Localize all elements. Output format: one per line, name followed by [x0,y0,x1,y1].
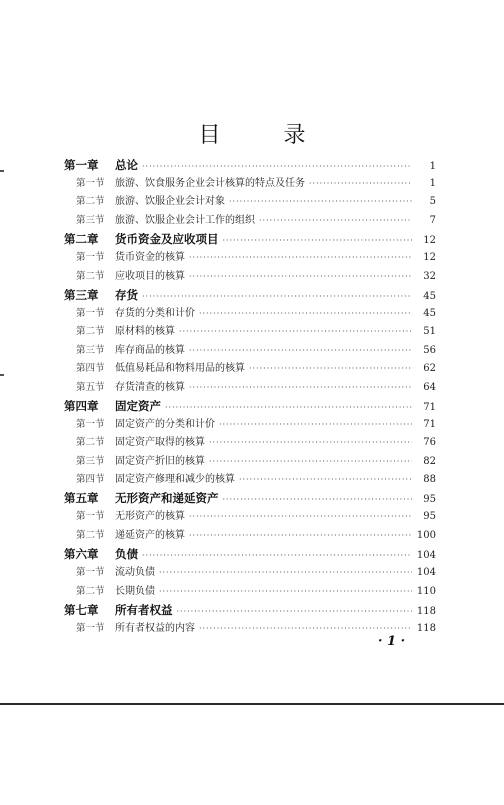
toc-entry-title: 原材料的核算 [115,326,175,338]
toc-entry-page: 56 [423,344,436,356]
scan-mark [0,374,4,376]
leader-dots [239,471,412,489]
toc-entry-title: 固定资产 [115,398,161,413]
toc-section-row [64,434,436,452]
toc-entry-number: 第六章 [64,547,99,562]
leader-dots [189,527,412,545]
toc-entry-number: 第三节 [76,455,105,467]
toc-chapter-row [64,156,436,175]
toc-entry-number: 第一节 [76,252,105,264]
page-number: · 1 · [378,634,406,649]
toc-entry-page: 51 [423,326,436,338]
toc-entry-title: 库存商品的核算 [115,344,185,356]
toc-entry-number: 第一节 [76,511,105,523]
toc-entry-page: 118 [416,623,436,635]
toc-entry-number: 第二节 [76,529,105,541]
leader-dots [229,193,412,211]
toc-entry-title: 总论 [115,158,138,172]
toc-section-row [64,360,436,378]
toc-entry-number: 第二节 [76,326,105,338]
toc-entry-title: 所有者权益的内容 [115,623,195,635]
toc-entry-number: 第二节 [76,270,105,282]
toc-entry-title: 固定资产的分类和计价 [115,418,215,430]
leader-dots [189,379,412,397]
toc-entry-title: 旅游、饮服企业会计对象 [115,196,225,208]
leader-dots [179,323,412,341]
toc-section-row [64,342,436,360]
toc-chapter-row [64,601,436,620]
toc-section-row [64,249,436,267]
leader-dots [189,268,412,286]
leader-dots [249,360,412,378]
leader-dots [189,249,412,267]
toc-entry-page: 104 [416,550,436,562]
leader-dots [159,564,412,582]
toc-entry-page: 100 [416,529,436,541]
toc-entry-number: 第三章 [64,287,99,302]
toc-entry-title: 旅游、饮食服务企业会计核算的特点及任务 [115,178,305,189]
toc-entry-number: 第二节 [76,196,105,208]
leader-dots [209,453,412,471]
toc-entry-page: 7 [429,214,436,226]
toc-entry-number: 第一节 [76,307,105,319]
bottom-rule [0,703,504,705]
toc-entry-number: 第三节 [76,214,105,226]
leader-dots [159,583,412,601]
toc-entry-title: 无形资产和递延资产 [115,491,219,506]
toc-entry-title: 长期负债 [115,585,155,597]
toc-chapter-row [64,397,436,416]
toc-entry-page: 12 [423,252,436,264]
toc-entry-title: 无形资产的核算 [115,511,185,523]
toc-entry-number: 第三节 [76,344,105,356]
toc-entry-title: 递延资产的核算 [115,529,185,541]
toc-section-row [64,416,436,434]
toc-entry-page: 110 [416,585,436,597]
toc-entry-number: 第一章 [64,158,99,172]
leader-dots [309,175,412,193]
toc-section-row [64,508,436,526]
toc-entry-number: 第一节 [76,418,105,430]
toc-entry-title: 负债 [115,547,138,562]
toc-entry-page: 76 [423,437,436,449]
toc-entry-title: 存货 [115,287,138,302]
toc-entry-number: 第一节 [76,623,105,635]
toc-entry-page: 71 [423,418,436,430]
toc-entry-page: 1 [429,178,436,189]
toc-section-row [64,379,436,397]
toc-chapter-row [64,230,436,249]
toc-entry-title: 存货清查的核算 [115,381,185,393]
toc-entry-page: 12 [423,235,436,247]
table-of-contents [64,156,436,638]
toc-entry-page: 118 [416,606,436,618]
scan-mark [0,170,4,172]
leader-dots [199,305,412,323]
toc-entry-number: 第二节 [76,437,105,449]
toc-entry-number: 第四章 [64,398,99,413]
toc-entry-title: 流动负债 [115,567,155,579]
leader-dots [259,212,412,230]
toc-entry-page: 82 [423,455,436,467]
leader-dots [142,157,412,176]
toc-entry-page: 95 [423,511,436,523]
leader-dots [142,287,412,306]
leader-dots [142,546,412,565]
leader-dots [209,434,412,452]
toc-entry-number: 第四节 [76,363,105,375]
toc-section-row [64,323,436,341]
toc-chapter-row [64,286,436,305]
toc-chapter-row [64,489,436,508]
leader-dots [219,416,412,434]
leader-dots [223,231,413,250]
toc-entry-title: 所有者权益 [115,603,173,618]
toc-entry-page: 71 [423,401,436,413]
leader-dots [165,398,412,417]
toc-section-row [64,175,436,193]
toc-section-row [64,212,436,230]
toc-entry-number: 第七章 [64,603,99,618]
toc-entry-title: 货币资金及应收项目 [115,232,219,247]
toc-entry-page: 5 [429,196,436,208]
toc-chapter-row [64,545,436,564]
toc-entry-title: 应收项目的核算 [115,270,185,282]
leader-dots [177,602,413,621]
toc-entry-page: 1 [429,161,436,172]
leader-dots [189,508,412,526]
toc-entry-title: 低值易耗品和物料用品的核算 [115,363,245,375]
toc-entry-number: 第五节 [76,381,105,393]
leader-dots [223,490,413,509]
toc-entry-page: 32 [423,270,436,282]
toc-entry-number: 第一节 [76,567,105,579]
page-title: 目 录 [198,123,334,148]
toc-section-row [64,193,436,211]
toc-entry-number: 第一节 [76,178,105,189]
toc-entry-page: 64 [423,381,436,393]
toc-entry-title: 固定资产折旧的核算 [115,455,205,467]
toc-entry-page: 104 [416,567,436,579]
toc-entry-page: 45 [423,290,436,302]
toc-entry-number: 第四节 [76,474,105,486]
toc-section-row [64,583,436,601]
toc-section-row [64,471,436,489]
toc-entry-page: 88 [423,474,436,486]
toc-entry-title: 旅游、饮服企业会计工作的组织 [115,214,255,226]
toc-entry-number: 第五章 [64,491,99,506]
toc-entry-title: 货币资金的核算 [115,252,185,264]
toc-entry-page: 95 [423,494,436,506]
toc-entry-number: 第二章 [64,232,99,247]
toc-entry-title: 固定资产取得的核算 [115,437,205,449]
toc-section-row [64,305,436,323]
toc-entry-number: 第二节 [76,585,105,597]
toc-section-row [64,564,436,582]
toc-entry-page: 62 [423,363,436,375]
toc-entry-page: 45 [423,307,436,319]
toc-section-row [64,268,436,286]
toc-entry-title: 固定资产修理和减少的核算 [115,474,235,486]
toc-section-row [64,453,436,471]
toc-section-row [64,527,436,545]
toc-entry-title: 存货的分类和计价 [115,307,195,319]
leader-dots [189,342,412,360]
